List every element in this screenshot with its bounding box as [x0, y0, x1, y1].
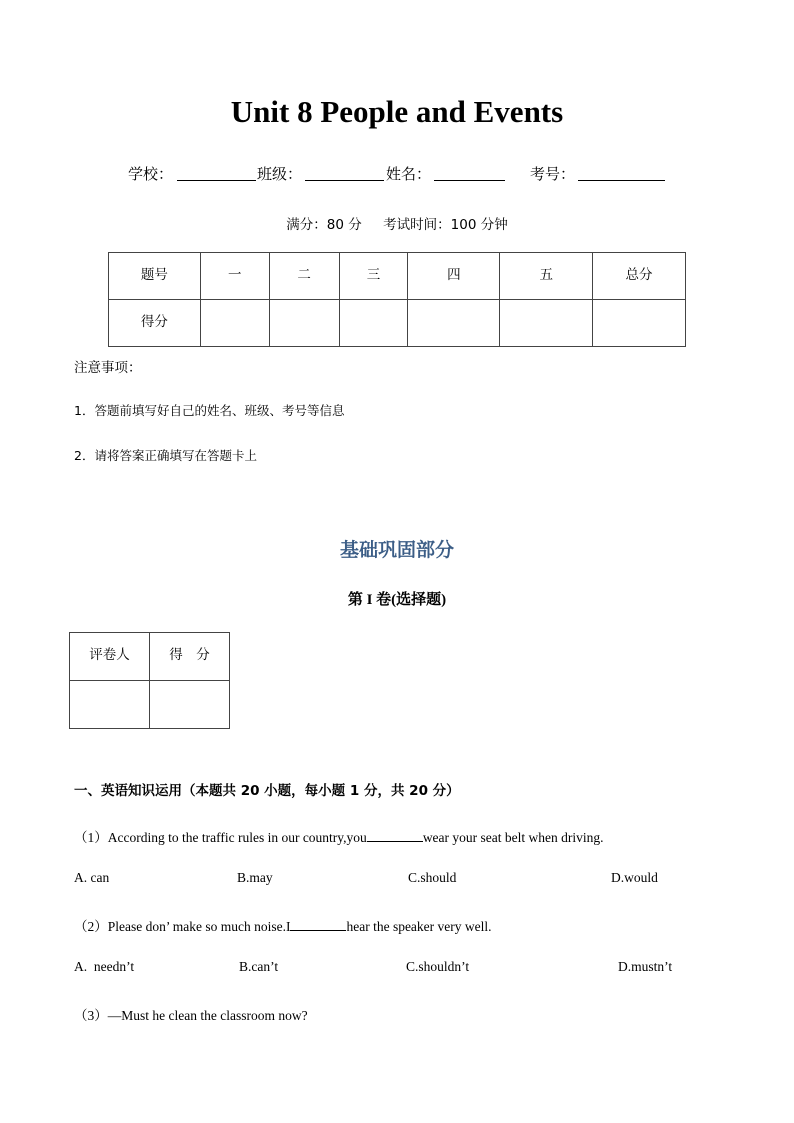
- notes-heading: 注意事项：: [74, 360, 142, 376]
- class-blank[interactable]: [305, 166, 384, 181]
- score-cell[interactable]: [339, 300, 408, 347]
- grader-score-cell[interactable]: [150, 681, 230, 729]
- question-stem: （3）—Must he clean the classroom now?: [74, 1008, 308, 1023]
- score-table-header: 总分: [593, 253, 686, 300]
- option-d[interactable]: D.would: [611, 870, 658, 885]
- score-cell[interactable]: [200, 300, 269, 347]
- section-title: 基础巩固部分: [339, 539, 454, 561]
- score-table-header: 五: [500, 253, 593, 300]
- score-table-header-row: [109, 253, 686, 300]
- exam-no-blank[interactable]: [578, 166, 665, 181]
- score-table-header: 题号: [109, 253, 201, 300]
- grader-header: 评卷人: [70, 633, 150, 681]
- question-stem-end: wear your seat belt when driving.: [422, 830, 604, 845]
- option-b[interactable]: B.may: [237, 870, 273, 885]
- score-table-score-row: [109, 300, 686, 347]
- option-c[interactable]: C.shouldn’t: [406, 959, 470, 974]
- option-b[interactable]: B.can’t: [239, 959, 279, 974]
- note-item: 2．请将答案正确填写在答题卡上: [74, 448, 257, 463]
- name-label: 姓名：: [386, 165, 432, 183]
- school-blank[interactable]: [177, 166, 256, 181]
- option-c[interactable]: C.should: [408, 870, 457, 885]
- grader-score-header: 得 分: [150, 633, 230, 681]
- score-table-header: 四: [408, 253, 500, 300]
- class-label: 班级：: [257, 165, 303, 183]
- score-row-label: 得分: [109, 300, 201, 347]
- score-time-info: 满分：80 分 考试时间：100 分钟: [286, 217, 508, 233]
- grader-table: [69, 632, 230, 729]
- score-table-header: 一: [200, 253, 269, 300]
- score-table-header: 三: [339, 253, 408, 300]
- question-stem: [74, 915, 492, 935]
- option-a[interactable]: A. needn’t: [74, 959, 135, 974]
- school-label: 学校：: [128, 165, 174, 183]
- score-table: [108, 252, 686, 347]
- answer-blank[interactable]: [290, 917, 346, 931]
- score-cell[interactable]: [500, 300, 593, 347]
- question-stem-start: （2）Please don’ make so much noise.I: [74, 919, 291, 934]
- exam-no-label: 考号：: [530, 165, 576, 183]
- score-cell[interactable]: [408, 300, 500, 347]
- volume-title: 第 I 卷(选择题): [347, 592, 447, 608]
- score-cell[interactable]: [269, 300, 339, 347]
- answer-blank[interactable]: [367, 828, 423, 842]
- name-blank[interactable]: [434, 166, 505, 181]
- option-a[interactable]: A. can: [74, 870, 110, 885]
- option-d[interactable]: D.mustn’t: [618, 959, 673, 974]
- grader-cell[interactable]: [70, 681, 150, 729]
- page-title: Unit 8 People and Events: [230, 94, 564, 129]
- question-stem-end: hear the speaker very well.: [346, 919, 492, 934]
- score-cell[interactable]: [593, 300, 686, 347]
- question-stem: [74, 826, 604, 846]
- part-heading: 一、英语知识运用（本题共 20 小题，每小题 1 分，共 20 分）: [74, 783, 460, 799]
- note-item: 1．答题前填写好自己的姓名、班级、考号等信息: [74, 403, 345, 418]
- question-stem-start: （1）According to the traffic rules in our country,you: [74, 830, 367, 845]
- score-table-header: 二: [269, 253, 339, 300]
